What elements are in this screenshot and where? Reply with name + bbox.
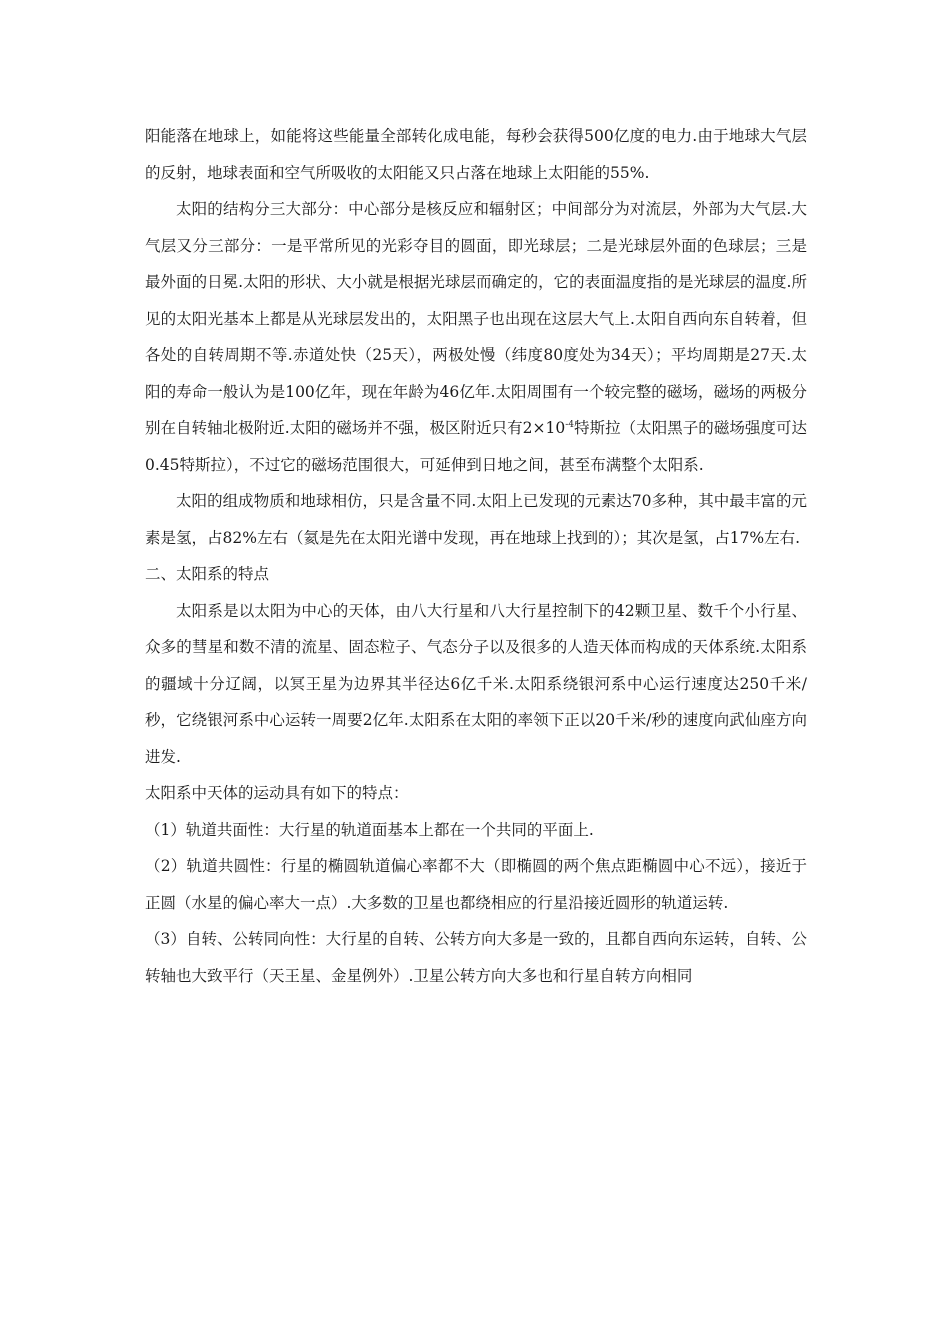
paragraph-sun-structure-part-a: 太阳的结构分三大部分：中心部分是核反应和辐射区；中间部分为对流层，外部为大气层.大气层又分三部分：一是平常所见的光彩夺目的圆面，即光球层；二是光球层外面的色球层；三是最外面的日冕.太阳的形状、大小就是根据光球层而确定的，它的表面温度指的是光球层的温度.所见的太阳光基本上都是从光球层发出的，太阳黑子也出现在这层大气上.太阳自西向东自转着，但各处的自转周期不等.赤道处快（25天），两极处慢（纬度80度处为34天）；平均周期是27天.太阳的寿命一般认为是100亿年，现在年龄为46亿年.太阳周围有一个较完整的磁场，磁场的两极分别在自转轴北极附近.太阳的磁场并不强，极区附近只有2×10: [145, 200, 807, 437]
paragraph-sun-structure: [145, 191, 807, 483]
document-body: [145, 118, 807, 994]
paragraph-solar-energy: 阳能落在地球上，如能将这些能量全部转化成电能，每秒会获得500亿度的电力.由于地球大气层的反射，地球表面和空气所吸收的太阳能又只占落在地球上太阳能的55%.: [145, 127, 807, 182]
list-item-circular: （2）轨道共圆性：行星的椭圆轨道偏心率都不大（即椭圆的两个焦点距椭圆中心不远），接近于正圆（水星的偏心率大一点）.大多数的卫星也都绕相应的行星沿接近圆形的轨道运转.: [145, 857, 807, 912]
paragraph-motion-intro: 太阳系中天体的运动具有如下的特点：: [145, 784, 409, 802]
list-item-same-direction: （3）自转、公转同向性：大行星的自转、公转方向大多是一致的，且都自西向东运转，自转、公转轴也大致平行（天王星、金星例外）.卫星公转方向大多也和行星自转方向相同: [145, 930, 807, 985]
list-item-coplanar: （1）轨道共面性：大行星的轨道面基本上都在一个共同的平面上.: [145, 820, 594, 839]
paragraph-sun-structure-part-b: 特斯拉（太阳黑子的磁场强度可达0.45特斯拉），不过它的磁场范围很大，可延伸到日地之间，甚至布满整个太阳系.: [145, 419, 807, 474]
paragraph-solar-system: 太阳系是以太阳为中心的天体，由八大行星和八大行星控制下的42颗卫星、数千个小行星、众多的彗星和数不清的流星、固态粒子、气态分子以及很多的人造天体而构成的天体系统.太阳系的疆域十分辽阔，以冥王星为边界其半径达6亿千米.太阳系绕银河系中心运行速度达250千米/秒，它绕银河系中心运转一周要2亿年.太阳系在太阳的率领下正以20千米/秒的速度向武仙座方向进发.: [145, 601, 807, 766]
exponent: -4: [565, 419, 575, 430]
paragraph-sun-composition: 太阳的组成物质和地球相仿，只是含量不同.太阳上已发现的元素达70多种，其中最丰富的元素是氢，占82%左右（氦是先在太阳光谱中发现，再在地球上找到的）；其次是氢，占17%左右.: [145, 492, 807, 547]
section-heading: 二、太阳系的特点: [145, 565, 270, 583]
